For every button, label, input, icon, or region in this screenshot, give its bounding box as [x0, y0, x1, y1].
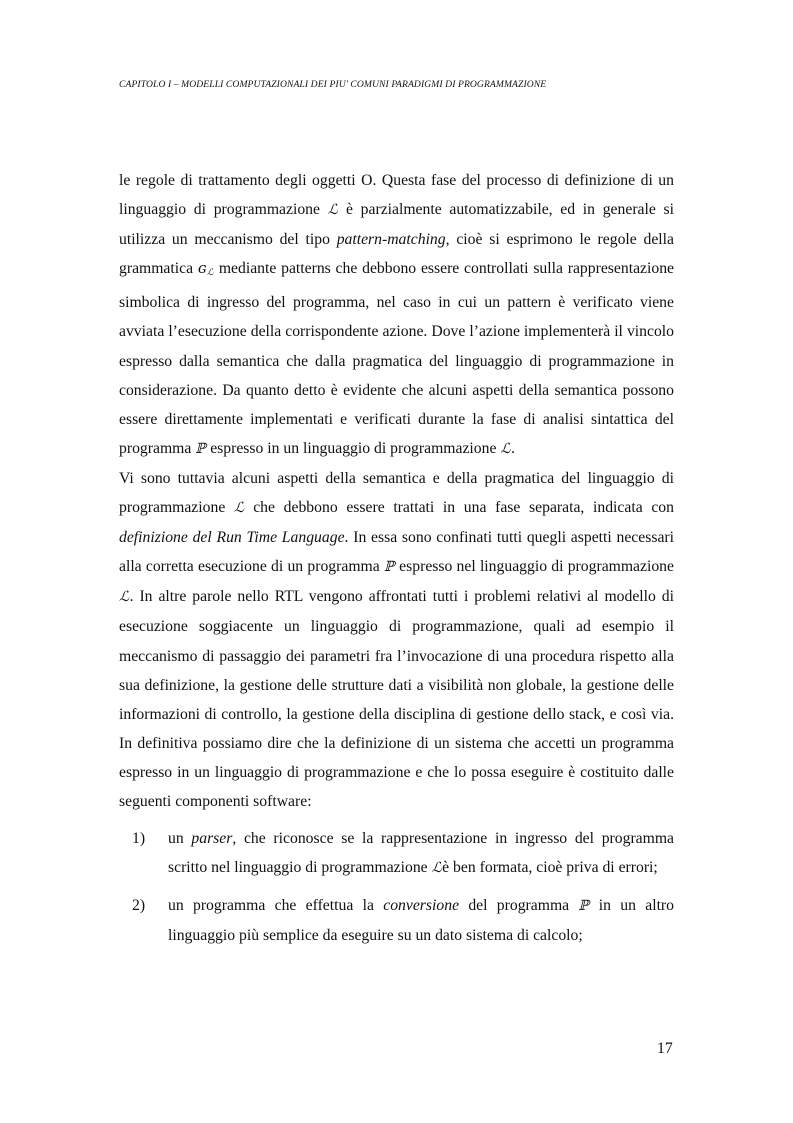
body-text: [119, 166, 674, 950]
components-list: [119, 824, 674, 950]
running-header: CAPITOLO I – MODELLI COMPUTAZIONALI DEI PIU' COMUNI PARADIGMI DI PROGRAMMAZIONE: [119, 79, 547, 90]
text-run: . In altre parole nello RTL vengono affrontati tutti i problemi relativi al modello di esecuzione soggiacente un linguaggio di programmazione, quali ad esempio il meccanismo di passaggio dei parametri fra l’invocazione di una procedura rispetto alla sua definizione, la gestione delle strutture dati a visibilità non globale, la gestione delle informazioni di controllo, la gestione della disciplina di gestione dello stack, e così via. In definitiva possiamo dire che la definizione di un sistema che accetti un programma espresso in un linguaggio di programmazione e che lo possa eseguire è costituito dalle seguenti componenti software:: [119, 588, 674, 810]
grammar-subscript: ℒ: [207, 268, 215, 279]
language-symbol: ℒ: [500, 440, 511, 457]
program-symbol: ℙ: [578, 898, 590, 915]
text-run: del programma: [459, 897, 579, 915]
list-number: 1): [132, 830, 146, 848]
text-run: le regole di trattamento degli oggetti: [119, 172, 362, 189]
italic-term: pattern-matching: [336, 231, 446, 249]
text-run: un: [168, 830, 192, 848]
italic-term: definizione del Run Time Language: [119, 529, 345, 547]
text-run: Vi sono tuttavia alcuni aspetti della semantica e della pragmatica del linguaggio di programmazione: [119, 469, 674, 517]
italic-term: parser: [191, 830, 233, 848]
language-symbol: ℒ: [119, 589, 130, 606]
text-run: espresso nel linguaggio di programmazione: [394, 558, 674, 576]
text-run: . In essa sono confinati tutti quegli aspetti necessari alla corretta esecuzione di un programma: [119, 529, 674, 576]
paragraph-2: [119, 464, 674, 816]
text-run: .: [510, 439, 515, 457]
text-run: , cioè si esprimono le regole della grammatica: [119, 231, 674, 278]
text-run: in un altro linguaggio più semplice da eseguire su un dato sistema di calcolo;: [168, 897, 675, 945]
list-item: [119, 824, 674, 883]
list-number: 2): [132, 897, 146, 915]
paragraph-1: [119, 166, 674, 464]
text-run: mediante patterns che debbono essere controllati sulla rappresentazione simbolica di ingresso del programma, nel caso in cui un pattern è verificato viene avviata l’esecuzione della corrispondente azione. Dove l’azione implementerà il vincolo espresso dalla semantica che dalla pragmatica del linguaggio di programmazione in considerazione. Da quanto detto è evidente che alcuni aspetti della semantica possono essere direttamente implementati e verificati durante la fase di analisi sintattica del programma: [119, 260, 675, 457]
text-run: , che riconosce se la rappresentazione in ingresso del programma scritto nel linguaggio di programmazione: [168, 830, 675, 877]
italic-term: conversione: [383, 897, 460, 915]
objects-symbol: O: [361, 172, 373, 189]
list-item: [119, 891, 674, 950]
program-symbol: ℙ: [195, 440, 207, 457]
text-run: espresso in un linguaggio di programmazione: [206, 439, 501, 457]
page-number: 17: [657, 1040, 673, 1057]
text-run: un programma che effettua la: [168, 897, 384, 915]
text-run: . Questa fase del processo di definizione di un linguaggio di programmazione: [119, 172, 674, 219]
language-symbol: ℒ: [431, 860, 443, 877]
grammar-symbol: [198, 259, 214, 277]
text-run: è parzialmente automatizzabile, ed in generale si utilizza un meccanismo del tipo: [119, 201, 674, 249]
grammar-letter: ɢ: [197, 259, 208, 278]
program-symbol: ℙ: [383, 559, 395, 576]
text-run: è ben formata, cioè priva di errori;: [442, 859, 658, 877]
language-symbol: ℒ: [233, 500, 245, 517]
language-symbol: ℒ: [327, 202, 339, 219]
text-run: che debbono essere trattati in una fase separata, indicata con: [244, 499, 674, 517]
